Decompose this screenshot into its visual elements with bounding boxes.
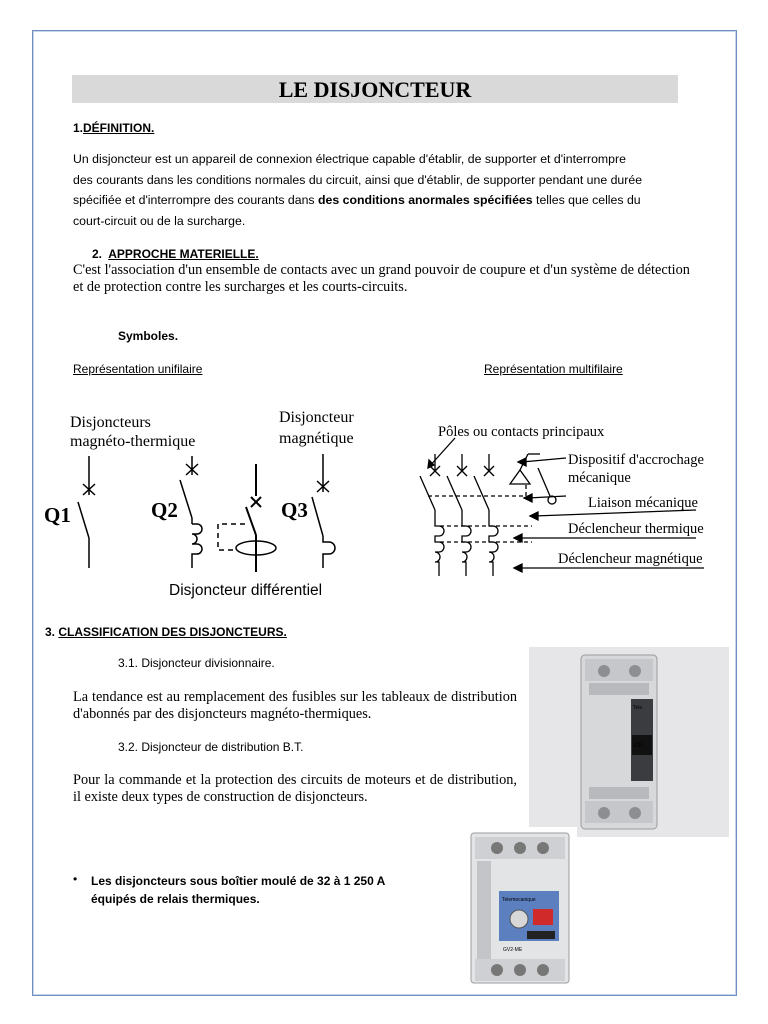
section-2-heading	[92, 247, 259, 261]
label-magnetique-2: magnétique	[279, 430, 354, 447]
definition-text: Un disjoncteur est un appareil de connexion électrique capable d'établir, de supporter et d'interrompre des courants dans les conditions normales du circuit, ainsi que d'établir, de supporter pendant une durée spécifiée et d'interrompre des courants dans	[73, 152, 643, 207]
label-magneto-thermique-2: magnéto-thermique	[70, 433, 196, 450]
mpcb-photo	[465, 827, 577, 990]
label-differentiel: Disjoncteur différentiel	[169, 582, 323, 599]
approche-paragraph: C'est l'association d'un ensemble de contacts avec un grand pouvoir de coupure et d'un système de détection et de protection contre les surcharges et les courts-circuits.	[73, 262, 690, 295]
label-accrochage-2: mécanique	[568, 470, 631, 486]
section-1-heading	[73, 121, 154, 135]
section-3-number: 3.	[45, 625, 56, 639]
mcb-photo	[529, 647, 729, 837]
label-poles: Pôles ou contacts principaux	[438, 424, 605, 440]
q1-breaker-symbol	[78, 456, 95, 568]
definition-bold: des conditions anormales spécifiées	[318, 193, 533, 207]
multifilaire-diagram	[400, 418, 730, 583]
differential-breaker-symbol	[218, 464, 276, 572]
definition-text-end: telles que celles du court-circuit ou de la surcharge.	[73, 193, 641, 228]
mpcb-brand-label: Telemecanique	[502, 897, 536, 903]
subsection-3-1-heading: 3.1. Disjoncteur divisionnaire.	[118, 656, 275, 670]
section-1-number: 1.	[73, 121, 84, 135]
section-2-number: 2.	[92, 247, 103, 261]
label-liaison: Liaison mécanique	[588, 495, 698, 511]
subsection-3-1-text: La tendance est au remplacement des fusibles sur les tableaux de distribution d'abonnés par des disjoncteurs magnéto-thermiques.	[73, 689, 517, 722]
bullet-dot: •	[73, 872, 78, 886]
unifilaire-diagram	[40, 400, 360, 605]
q2-breaker-symbol	[180, 456, 202, 568]
label-magnetique: Déclencheur magnétique	[558, 551, 703, 567]
section-1-title: DÉFINITION.	[83, 121, 155, 135]
label-q1: Q1	[44, 503, 71, 527]
label-thermique: Déclencheur thermique	[568, 521, 704, 537]
bullet-text: Les disjoncteurs sous boîtier moulé de 32 à 1 250 A équipés de relais thermiques.	[91, 874, 385, 906]
multifilaire-label: Représentation multifilaire	[484, 362, 623, 376]
definition-paragraph	[73, 149, 645, 231]
section-3-heading	[45, 625, 287, 639]
mcb-brand-label: Tele	[633, 705, 643, 711]
q3-breaker-symbol	[312, 454, 335, 568]
label-magnetique-1: Disjoncteur	[279, 409, 354, 426]
section-2-title: APPROCHE MATERIELLE.	[108, 247, 259, 261]
unifilaire-label: Représentation unifilaire	[73, 362, 203, 376]
subsection-3-2-heading: 3.2. Disjoncteur de distribution B.T.	[118, 740, 304, 754]
mpcb-model-label: GV2-ME	[503, 947, 523, 953]
section-3-title: CLASSIFICATION DES DISJONCTEURS.	[58, 625, 287, 639]
label-q3: Q3	[281, 498, 308, 522]
label-magneto-thermique-1: Disjoncteurs	[70, 414, 151, 431]
label-accrochage-1: Dispositif d'accrochage	[568, 452, 704, 468]
label-q2: Q2	[151, 498, 178, 522]
mcb-on-label: ON	[634, 743, 643, 749]
subsection-3-2-text: Pour la commande et la protection des circuits de moteurs et de distribution, il existe deux types de construction de disjoncteurs.	[73, 772, 517, 805]
symbols-heading: Symboles.	[118, 329, 179, 343]
page-title: LE DISJONCTEUR	[72, 75, 678, 103]
